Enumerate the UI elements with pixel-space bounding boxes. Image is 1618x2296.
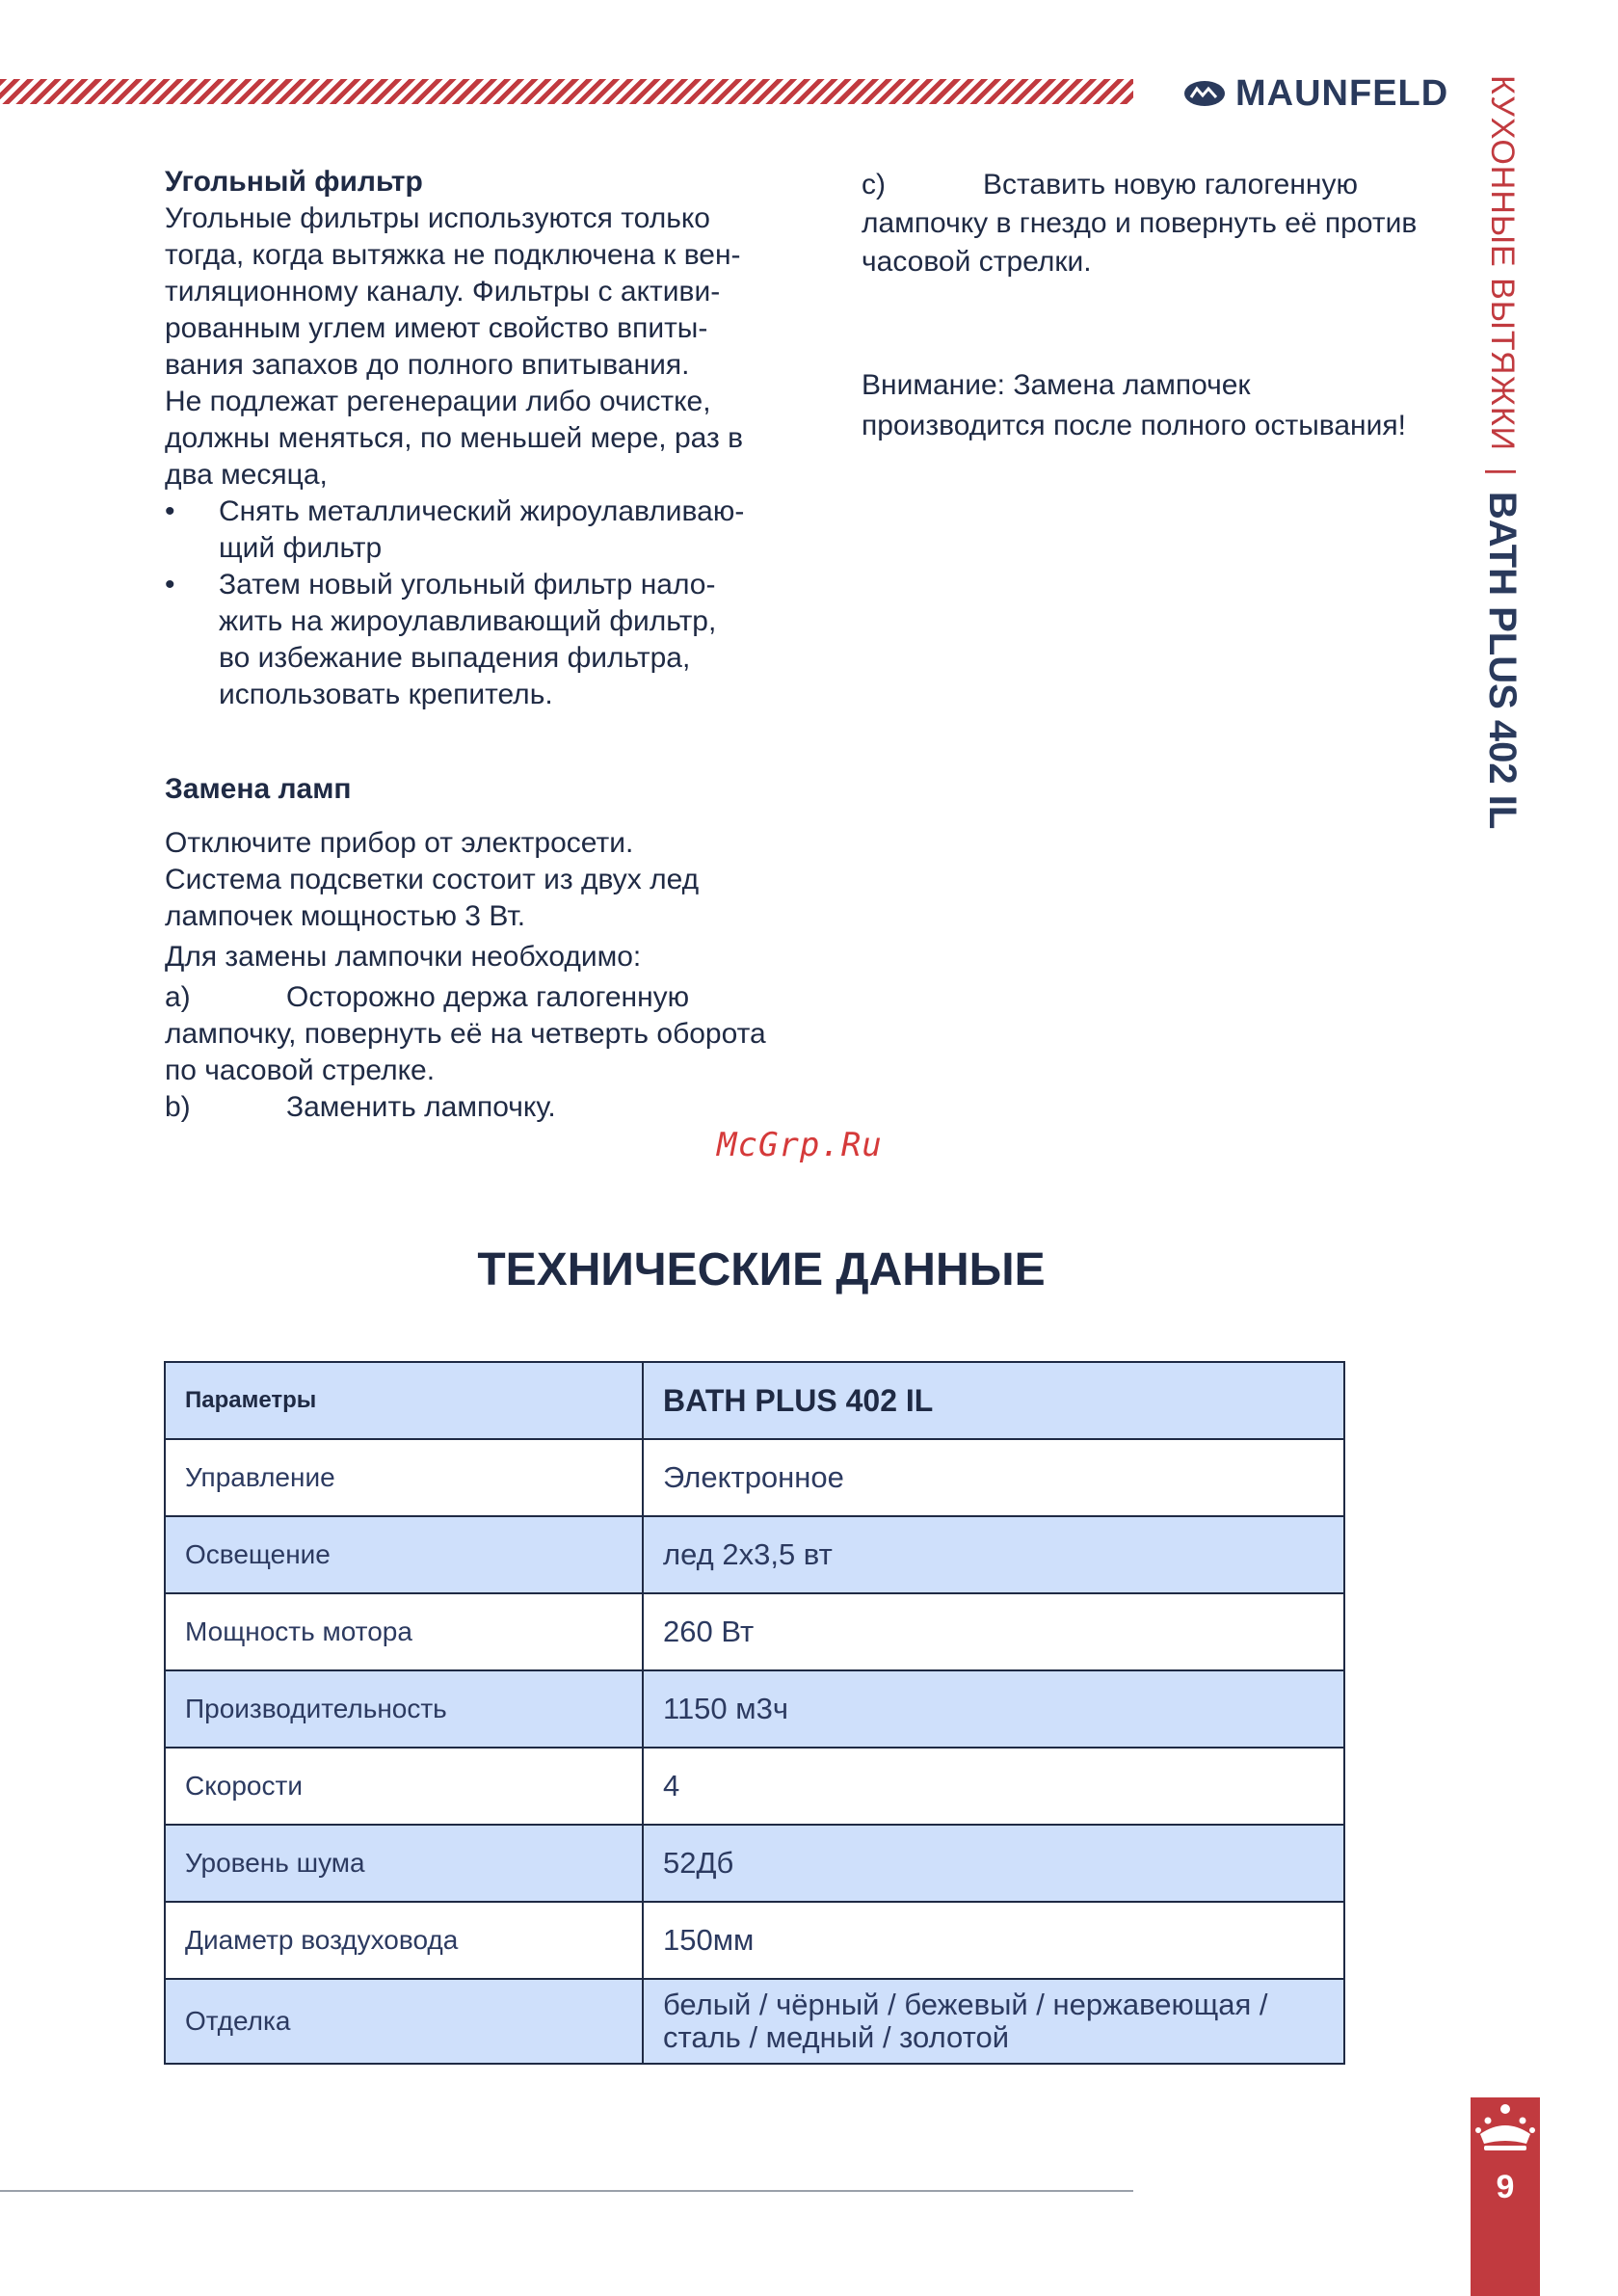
left-column <box>165 164 839 713</box>
bullet-item <box>165 567 839 713</box>
finish-line: белый / чёрный / бежевый / нержавеющая / <box>663 1988 1268 2021</box>
filter-line: два месяца, <box>165 459 328 491</box>
step-b-letter: b) <box>165 1091 191 1123</box>
table-row <box>165 1439 1344 1516</box>
param-value: 1150 м3ч <box>643 1670 1344 1748</box>
param-value: 150мм <box>643 1902 1344 1979</box>
step-b-text: Заменить лампочку. <box>286 1091 556 1123</box>
lamp-replacement-heading: Замена ламп <box>165 773 352 805</box>
param-value <box>643 1979 1344 2064</box>
filter-line: вания запахов до полного впитывания. <box>165 349 690 381</box>
warning-line: производится после полного остывания! <box>862 410 1406 441</box>
table-row <box>165 1516 1344 1593</box>
step-c-line: часовой стрелки. <box>862 246 1092 278</box>
param-label: Мощность мотора <box>165 1593 643 1670</box>
param-label: Освещение <box>165 1516 643 1593</box>
side-category: КУХОННЫЕ ВЫТЯЖКИ <box>1484 75 1521 452</box>
side-model: BATH PLUS 402 IL <box>1481 491 1524 830</box>
step-c-text: Вставить новую галогенную <box>983 169 1358 200</box>
bullet-line: жить на жироулавливающий фильтр, <box>219 605 717 637</box>
footer-rule <box>0 2190 1133 2192</box>
step-a-line: по часовой стрелке. <box>165 1055 436 1086</box>
step-a <box>165 979 839 1016</box>
side-running-title <box>1480 75 1524 829</box>
bullet-line: использовать крепитель. <box>219 679 553 710</box>
filter-line: должны меняться, по меньшей мере, раз в <box>165 422 743 454</box>
table-row <box>165 1748 1344 1825</box>
param-value: 4 <box>643 1748 1344 1825</box>
param-label: Уровень шума <box>165 1825 643 1902</box>
spec-table <box>164 1361 1345 2065</box>
bullet-dot: • <box>165 569 175 601</box>
param-value: 52Дб <box>643 1825 1344 1902</box>
table-row <box>165 1670 1344 1748</box>
carbon-filter-heading: Угольный фильтр <box>165 166 423 198</box>
step-c-letter: c) <box>862 169 886 200</box>
side-separator: | <box>1484 467 1521 476</box>
bullet-dot: • <box>165 495 175 527</box>
bullet-line: Затем новый угольный фильтр нало- <box>219 569 716 601</box>
warning-line: Внимание: Замена лампочек <box>862 369 1251 401</box>
table-header-row <box>165 1362 1344 1439</box>
param-value: лед 2х3,5 вт <box>643 1516 1344 1593</box>
table-row <box>165 1825 1344 1902</box>
filter-line: Угольные фильтры используются только <box>165 202 710 234</box>
page-number: 9 <box>1496 2169 1515 2205</box>
param-label: Отделка <box>165 1979 643 2064</box>
lamp-line: Отключите прибор от электросети. <box>165 827 634 859</box>
param-label: Диаметр воздуховода <box>165 1902 643 1979</box>
brand-name: MAUNFELD <box>1235 72 1449 114</box>
table-row <box>165 1979 1344 2064</box>
filter-line: Не подлежат регенерации либо очистке, <box>165 386 711 417</box>
filter-line: тогда, когда вытяжка не подключена к вен- <box>165 239 741 271</box>
step-b <box>165 1089 839 1126</box>
param-value: 260 Вт <box>643 1593 1344 1670</box>
brand-logo-icon <box>1183 79 1226 108</box>
lamp-line: лампочек мощностью 3 Вт. <box>165 900 526 932</box>
crown-icon <box>1474 2101 1536 2157</box>
table-row <box>165 1593 1344 1670</box>
header-cell-params: Параметры <box>165 1362 643 1439</box>
step-a-text: Осторожно держа галогенную <box>286 981 690 1013</box>
finish-line: сталь / медный / золотой <box>663 2020 1010 2054</box>
header-cell-model: BATH PLUS 402 IL <box>643 1362 1344 1439</box>
tech-data-title: ТЕХНИЧЕСКИЕ ДАННЫЕ <box>477 1244 1046 1295</box>
header-hatch-band <box>0 79 1133 104</box>
step-c-line: лампочку в гнездо и повернуть её против <box>862 207 1418 239</box>
step-a-letter: a) <box>165 981 191 1013</box>
brand-logo <box>1183 69 1448 118</box>
param-label: Скорости <box>165 1748 643 1825</box>
table-row <box>165 1902 1344 1979</box>
bullet-line: во избежание выпадения фильтра, <box>219 642 691 674</box>
bullet-line: Снять металлический жироулавливаю- <box>219 495 745 527</box>
lamp-line: Для замены лампочки необходимо: <box>165 941 642 973</box>
bullet-line: щий фильтр <box>219 532 383 564</box>
filter-line: рованным углем имеют свойство впиты- <box>165 312 708 344</box>
watermark: McGrp.Ru <box>717 1126 883 1164</box>
lamp-line: Система подсветки состоит из двух лед <box>165 864 700 895</box>
param-label: Управление <box>165 1439 643 1516</box>
bullet-item <box>165 494 839 567</box>
lamp-section <box>165 771 839 1126</box>
filter-line: тиляционному каналу. Фильтры с активи- <box>165 276 721 307</box>
param-value: Электронное <box>643 1439 1344 1516</box>
right-column <box>862 166 1478 445</box>
param-label: Производительность <box>165 1670 643 1748</box>
step-a-line: лампочку, повернуть её на четверть оборота <box>165 1018 766 1050</box>
step-c <box>862 166 1478 204</box>
